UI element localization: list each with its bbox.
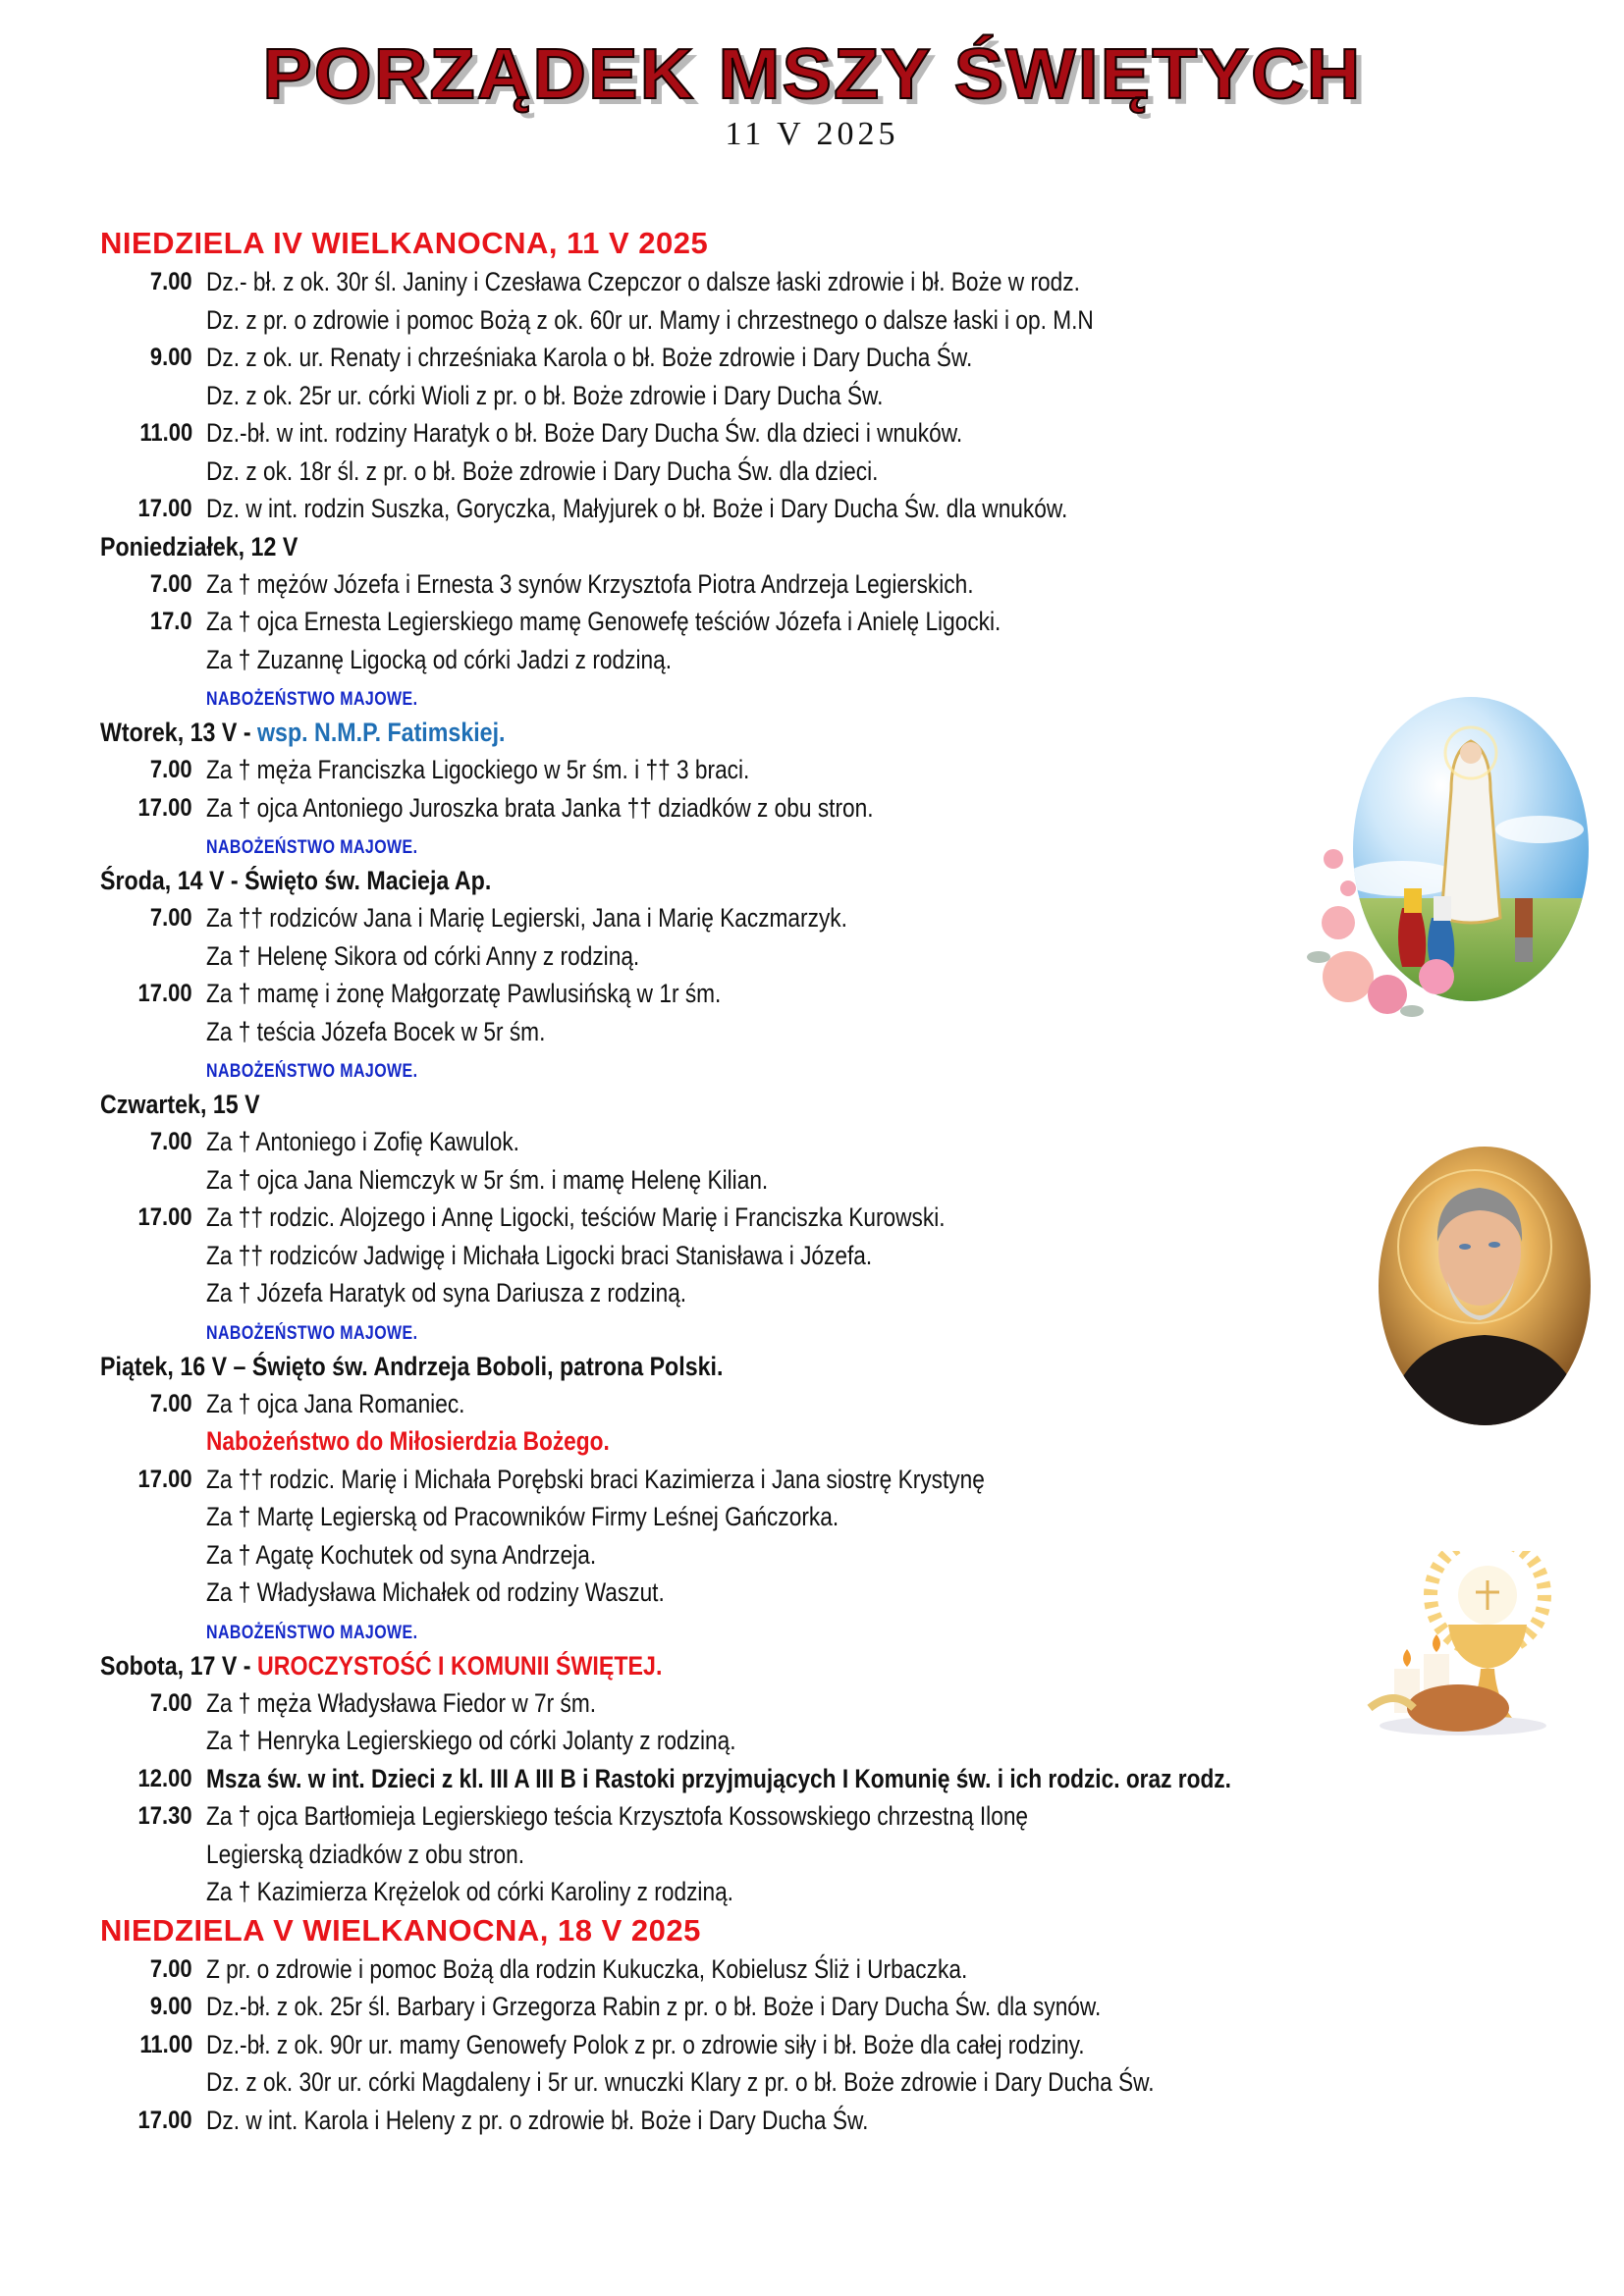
intention-text: Dz. z ok. 30r ur. córki Magdaleny i 5r ur. wnuczki Klary z pr. o bł. Boże zdrowie i Dary Ducha Św. <box>206 2067 1155 2097</box>
intention-cell <box>206 490 1504 528</box>
mass-time-label: 12.00 <box>137 1764 192 1792</box>
intention-text: Za †† rodzic. Marię i Michała Porębski braci Kazimierza i Jana siostrę Krystynę <box>206 1464 985 1494</box>
intention-cell <box>206 1123 1504 1161</box>
page-date: 11 V 2025 <box>725 116 899 152</box>
sunday-header: NIEDZIELA IV WIELKANOCNA, 11 V 2025 <box>100 226 709 260</box>
intention-text: Dz.-bł. w int. rodziny Haratyk o bł. Boże Dary Ducha Św. dla dzieci i wnuków. <box>206 418 963 448</box>
mass-time-label: 7.00 <box>150 1688 192 1717</box>
intention-cell <box>206 1797 1504 1873</box>
note-cell <box>206 1050 1504 1086</box>
intention-cell <box>206 565 1504 604</box>
intention-cell <box>206 263 1504 301</box>
intention-cell <box>206 1161 1504 1200</box>
mass-time-label: 17.00 <box>137 1203 192 1231</box>
intention-cell <box>206 339 1504 377</box>
mass-time-label: 7.00 <box>150 1389 192 1417</box>
mass-intention-row <box>100 377 1504 415</box>
mass-intention-row <box>100 1684 1504 1723</box>
intention-text: Dz.- bł. z ok. 30r śl. Janiny i Czesława Czepczor o dalsze łaski zdrowie i bł. Boże w rodz. <box>206 267 1080 296</box>
day-name: Sobota, 17 V - <box>100 1650 258 1681</box>
devotion-red-row <box>100 1422 1504 1461</box>
mass-intention-row <box>100 301 1504 340</box>
intention-text: Za † mężów Józefa i Ernesta 3 synów Krzysztofa Piotra Andrzeja Legierskich. <box>206 568 974 599</box>
mass-time <box>100 789 206 828</box>
our-lady-of-fatima-image <box>1294 682 1589 1026</box>
intention-text: Za † Kazimierza Krężelok od córki Karoliny z rodziną. <box>206 1877 733 1906</box>
mass-intention-row <box>100 641 1504 679</box>
mass-intention-row <box>100 263 1504 301</box>
mass-time <box>100 678 206 714</box>
mass-time <box>100 414 206 453</box>
intention-text: Za † ojca Bartłomieja Legierskiego teścia Krzysztofa Kossowskiego chrzestną Ilonę Legierską dziadków z obu stron. <box>206 1801 1029 1869</box>
may-devotion-note: NABOŻEŃSTWO MAJOWE. <box>206 837 418 858</box>
mass-time <box>100 565 206 604</box>
day-header <box>100 1647 1504 1684</box>
intention-cell <box>206 1574 1504 1612</box>
intention-cell <box>206 603 1504 641</box>
day-header <box>100 528 1504 565</box>
mass-time <box>100 339 206 377</box>
mass-intention-row <box>100 414 1504 453</box>
intention-cell <box>206 377 1504 415</box>
note-cell <box>206 1312 1504 1348</box>
mass-intention-row <box>100 1797 1504 1873</box>
mass-intention-row <box>100 1123 1504 1161</box>
intention-cell <box>206 1873 1504 1911</box>
intention-cell <box>206 1498 1504 1536</box>
day-title <box>100 714 506 751</box>
intention-text: Za † męża Franciszka Ligockiego w 5r śm. i †† 3 braci. <box>206 755 750 784</box>
intention-cell <box>206 1988 1504 2026</box>
mass-intention-row <box>100 1461 1504 1499</box>
solemnity-name: UROCZYSTOŚĆ I KOMUNII ŚWIĘTEJ. <box>257 1650 663 1681</box>
mass-time-label: 7.00 <box>150 268 192 295</box>
may-devotion-note: NABOŻEŃSTWO MAJOWE. <box>206 689 418 710</box>
note-cell <box>206 1422 1504 1461</box>
mass-time <box>100 1461 206 1499</box>
page-header <box>0 35 1624 114</box>
intention-text: Za † Agatę Kochutek od syna Andrzeja. <box>206 1539 597 1570</box>
mass-time-label: 9.00 <box>150 1993 192 2020</box>
intention-cell <box>206 1385 1504 1423</box>
mass-time <box>100 899 206 937</box>
divine-mercy-note: Nabożeństwo do Miłosierdzia Bożego. <box>206 1426 610 1456</box>
intention-text: Za † ojca Antoniego Juroszka brata Janka †† dziadków z obu stron. <box>206 792 874 823</box>
mass-time <box>100 1050 206 1086</box>
mass-time <box>100 1612 206 1647</box>
mass-time <box>100 1988 206 2026</box>
intention-cell <box>206 2063 1504 2102</box>
mass-time-label: 9.00 <box>150 344 192 371</box>
mass-time <box>100 377 206 415</box>
mass-time <box>100 1274 206 1312</box>
mass-time <box>100 1950 206 1989</box>
intention-text: Dz. w int. rodzin Suszka, Goryczka, Małyjurek o bł. Boże i Dary Ducha Św. dla wnuków. <box>206 494 1068 523</box>
day-name: Poniedziałek, 12 V <box>100 531 298 561</box>
mass-intention-row <box>100 565 1504 604</box>
mass-time <box>100 453 206 491</box>
mass-time <box>100 1161 206 1200</box>
intention-cell <box>206 1536 1504 1575</box>
mass-time-label: 7.00 <box>150 1954 192 1983</box>
intention-text: Za † Martę Legierską od Pracowników Firmy Leśnej Gańczorka. <box>206 1502 839 1531</box>
intention-cell <box>206 641 1504 679</box>
mass-time-label: 17.30 <box>137 1802 192 1830</box>
intention-cell <box>206 301 1504 340</box>
mass-time-label: 7.00 <box>150 1128 192 1155</box>
day-header <box>100 1348 1504 1385</box>
mass-intention-row <box>100 1536 1504 1575</box>
mass-intention-row <box>100 1873 1504 1911</box>
mass-intention-row <box>100 1161 1504 1200</box>
mass-time-label: 17.00 <box>137 980 192 1007</box>
intention-text: Za † Helenę Sikora od córki Anny z rodziną. <box>206 940 640 971</box>
day-name: Czwartek, 15 V <box>100 1090 260 1119</box>
mass-intention-row <box>100 1498 1504 1536</box>
mass-time <box>100 1312 206 1348</box>
mass-time-label: 7.00 <box>150 756 192 783</box>
mass-intention-row <box>100 1237 1504 1275</box>
intention-cell <box>206 1274 1504 1312</box>
mass-intention-row <box>100 1199 1504 1237</box>
intention-text: Dz.-bł. z ok. 25r śl. Barbary i Grzegorza Rabin z pr. o bł. Boże i Dary Ducha Św. dla synów. <box>206 1992 1102 2021</box>
mass-intention-row <box>100 2063 1504 2102</box>
intention-cell <box>206 1461 1504 1499</box>
mass-intention-row <box>100 1722 1504 1760</box>
mass-intention-row <box>100 453 1504 491</box>
intention-text: Dz. z ok. 18r śl. z pr. o bł. Boże zdrowie i Dary Ducha Św. dla dzieci. <box>206 455 879 486</box>
mass-time-label: 11.00 <box>139 419 192 447</box>
note-cell <box>206 1612 1504 1647</box>
sunday-header: NIEDZIELA V WIELKANOCNA, 18 V 2025 <box>100 1912 701 1948</box>
page-title: PORZĄDEK MSZY ŚWIĘTYCH <box>261 35 1363 114</box>
day-name: Wtorek, 13 V - <box>100 718 258 747</box>
day-name: Piątek, 16 V – Święto św. Andrzeja Boboli, patrona Polski. <box>100 1351 724 1381</box>
intention-text: Za † ojca Jana Niemczyk w 5r śm. i mamę Helenę Kilian. <box>206 1164 769 1195</box>
mass-time <box>100 1574 206 1612</box>
mass-time-label: 7.00 <box>150 569 192 598</box>
day-title <box>100 1647 662 1684</box>
intention-text: Za † Władysława Michałek od rodziny Waszut. <box>206 1577 665 1607</box>
may-devotion-note: NABOŻEŃSTWO MAJOWE. <box>206 1061 418 1082</box>
mass-time <box>100 490 206 528</box>
intention-text: Za † męża Władysława Fiedor w 7r śm. <box>206 1687 597 1718</box>
day-title <box>100 1348 723 1385</box>
intention-text: Za † Antoniego i Zofię Kawulok. <box>206 1127 519 1156</box>
mass-time-label: 17.00 <box>137 495 192 522</box>
devotion-note-row <box>100 1312 1504 1348</box>
intention-text: Dz. z ok. 25r ur. córki Wioli z pr. o bł. Boże zdrowie i Dary Ducha Św. <box>206 380 884 410</box>
day-header <box>100 1086 1504 1123</box>
mass-intention-row <box>100 1760 1504 1798</box>
mass-time <box>100 1684 206 1723</box>
intention-text: Msza św. w int. Dzieci z kl. III A III B i Rastoki przyjmujących I Komunię św. i ich rodzic. oraz rodz. <box>206 1763 1231 1793</box>
may-devotion-note: NABOŻEŃSTWO MAJOWE. <box>206 1322 418 1344</box>
day-title <box>100 862 491 899</box>
mass-intention-row <box>100 1950 1504 1989</box>
mass-time-label: 17.00 <box>137 1465 192 1493</box>
mass-time-label: 7.00 <box>150 904 192 932</box>
mass-intention-row <box>100 2102 1504 2140</box>
intention-text: Za † Henryka Legierskiego od córki Jolanty z rodziną. <box>206 1726 736 1755</box>
intention-text: Za †† rodzic. Alojzego i Annę Ligocki, teściów Marię i Franciszka Kurowski. <box>206 1202 946 1232</box>
intention-text: Za † teścia Józefa Bocek w 5r śm. <box>206 1016 546 1046</box>
day-name: Środa, 14 V - Święto św. Macieja Ap. <box>100 866 492 895</box>
mass-intention-row <box>100 1385 1504 1423</box>
mass-time-label: 17.00 <box>137 793 192 822</box>
intention-text: Za † Józefa Haratyk od syna Dariusza z rodziną. <box>206 1278 687 1308</box>
intention-text: Za †† rodziców Jana i Marię Legierski, Jana i Marię Kaczmarzyk. <box>206 903 847 933</box>
intention-cell <box>206 1760 1504 1798</box>
intention-cell <box>206 2102 1504 2140</box>
intention-text: Za † mamę i żonę Małgorzatę Pawlusińską w 1r śm. <box>206 979 722 1008</box>
day-title <box>100 528 298 565</box>
intention-text: Dz. z pr. o zdrowie i pomoc Bożą z ok. 60r ur. Mamy i chrzestnego o dalsze łaski i op. M.N <box>206 304 1094 335</box>
intention-text: Z pr. o zdrowie i pomoc Bożą dla rodzin Kukuczka, Kobielusz Śliż i Urbaczka. <box>206 1953 968 1984</box>
intention-text: Dz. w int. Karola i Heleny z pr. o zdrowie bł. Boże i Dary Ducha Św. <box>206 2105 869 2135</box>
intention-cell <box>206 1950 1504 1989</box>
mass-time <box>100 2063 206 2102</box>
mass-time <box>100 1237 206 1275</box>
mass-time-label: 17.0 <box>150 608 192 635</box>
mass-time <box>100 641 206 679</box>
intention-text: Dz.-bł. z ok. 90r ur. mamy Genowefy Polok z pr. o zdrowie siły i bł. Boże dla całej rodziny. <box>206 2029 1085 2059</box>
mass-time <box>100 1760 206 1798</box>
mass-time-label: 11.00 <box>139 2030 192 2058</box>
mass-intention-row <box>100 339 1504 377</box>
mass-intention-row <box>100 1988 1504 2026</box>
intention-text: Za † ojca Ernesta Legierskiego mamę Genowefę teściów Józefa i Anielę Ligocki. <box>206 607 1001 636</box>
day-title <box>100 1086 260 1123</box>
mass-intention-row <box>100 1574 1504 1612</box>
devotion-note-row <box>100 1050 1504 1086</box>
mass-time <box>100 1013 206 1051</box>
mass-time <box>100 975 206 1013</box>
mass-time <box>100 1873 206 1911</box>
eucharist-chalice-image <box>1365 1551 1561 1747</box>
feast-name: wsp. N.M.P. Fatimskiej. <box>257 718 506 747</box>
intention-cell <box>206 1199 1504 1237</box>
mass-time <box>100 1722 206 1760</box>
mass-time <box>100 1199 206 1237</box>
mass-time <box>100 1536 206 1575</box>
mass-time <box>100 301 206 340</box>
may-devotion-note: NABOŻEŃSTWO MAJOWE. <box>206 1622 418 1643</box>
intention-cell <box>206 1237 1504 1275</box>
mass-time <box>100 1385 206 1423</box>
devotion-note-row <box>100 1612 1504 1647</box>
mass-time <box>100 1797 206 1873</box>
mass-intention-row <box>100 490 1504 528</box>
intention-cell <box>206 453 1504 491</box>
mass-time <box>100 263 206 301</box>
mass-time <box>100 1422 206 1461</box>
intention-text: Za †† rodziców Jadwigę i Michała Ligocki braci Stanisława i Józefa. <box>206 1240 873 1270</box>
mass-intention-row <box>100 603 1504 641</box>
mass-time <box>100 1123 206 1161</box>
intention-cell <box>206 1684 1504 1723</box>
intention-cell <box>206 1722 1504 1760</box>
intention-cell <box>206 414 1504 453</box>
mass-intention-row <box>100 2026 1504 2064</box>
mass-time <box>100 2102 206 2140</box>
mass-time <box>100 1498 206 1536</box>
mass-schedule <box>100 224 1504 2139</box>
intention-text: Dz. z ok. ur. Renaty i chrześniaka Karola o bł. Boże zdrowie i Dary Ducha Św. <box>206 343 973 372</box>
mass-time-label: 17.00 <box>137 2106 192 2134</box>
mass-time <box>100 2026 206 2064</box>
intention-text: Za † ojca Jana Romaniec. <box>206 1388 465 1418</box>
mass-time <box>100 751 206 789</box>
mass-intention-row <box>100 1274 1504 1312</box>
mass-time <box>100 603 206 641</box>
mass-time <box>100 827 206 862</box>
saint-andrew-bobola-image <box>1377 1144 1593 1428</box>
intention-cell <box>206 2026 1504 2064</box>
intention-text: Za † Zuzannę Ligocką od córki Jadzi z rodziną. <box>206 644 673 674</box>
mass-time <box>100 937 206 976</box>
